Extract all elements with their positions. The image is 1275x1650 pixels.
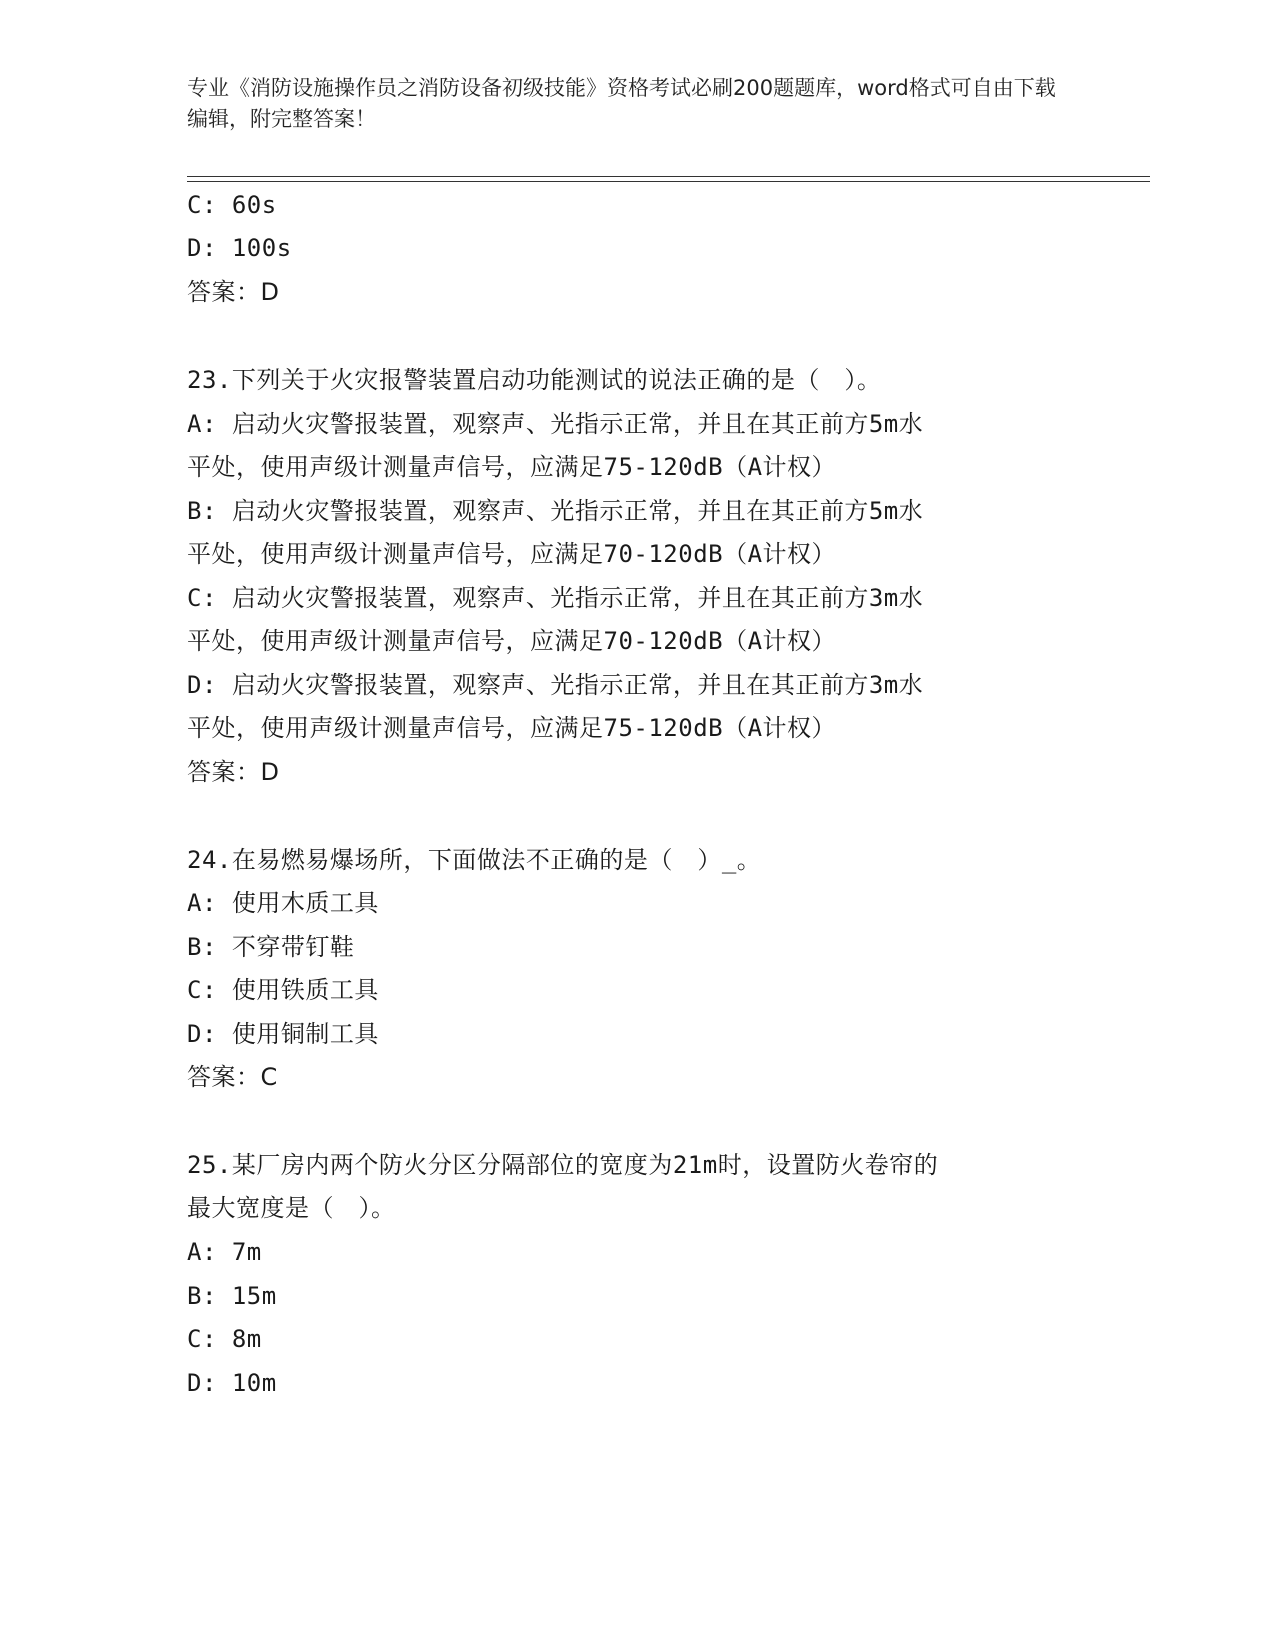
q25-option-c: C: 8m	[187, 1325, 262, 1353]
q24-stem: 24.在易燃易爆场所，下面做法不正确的是（ ）_。	[187, 846, 762, 874]
q25-stem-line1: 25.某厂房内两个防火分区分隔部位的宽度为21m时，设置防火卷帘的	[187, 1151, 939, 1179]
q25-option-d: D: 10m	[187, 1369, 277, 1397]
prev-option-d: D: 100s	[187, 234, 292, 262]
header-divider-bottom	[187, 181, 1150, 182]
q23-answer: 答案：D	[187, 758, 280, 786]
header-divider-top	[187, 176, 1150, 177]
q23-option-b-line2: 平处，使用声级计测量声信号，应满足70-120dB（A计权）	[187, 540, 837, 568]
q25-option-b: B: 15m	[187, 1282, 277, 1310]
q24-answer: 答案：C	[187, 1063, 278, 1091]
q23-option-a-line2: 平处，使用声级计测量声信号，应满足75-120dB（A计权）	[187, 453, 837, 481]
prev-answer: 答案：D	[187, 278, 280, 306]
document-header: 专业《消防设施操作员之消防设备初级技能》资格考试必刷200题题库，word格式可自由下载编辑，附完整答案！	[187, 76, 1056, 131]
q23-option-d-line2: 平处，使用声级计测量声信号，应满足75-120dB（A计权）	[187, 714, 837, 742]
q24-option-a: A: 使用木质工具	[187, 889, 379, 917]
q23-stem: 23.下列关于火灾报警装置启动功能测试的说法正确的是（ ）。	[187, 366, 882, 394]
q24-option-b: B: 不穿带钉鞋	[187, 933, 355, 961]
q23-option-c-line2: 平处，使用声级计测量声信号，应满足70-120dB（A计权）	[187, 627, 837, 655]
q25-stem-line2: 最大宽度是（ ）。	[187, 1194, 396, 1222]
q24-option-d: D: 使用铜制工具	[187, 1020, 379, 1048]
q23-option-a-line1: A: 启动火灾警报装置，观察声、光指示正常，并且在其正前方5m水	[187, 410, 924, 438]
q23-option-d-line1: D: 启动火灾警报装置，观察声、光指示正常，并且在其正前方3m水	[187, 671, 924, 699]
q25-option-a: A: 7m	[187, 1238, 262, 1266]
prev-option-c: C: 60s	[187, 191, 277, 219]
q23-option-c-line1: C: 启动火灾警报装置，观察声、光指示正常，并且在其正前方3m水	[187, 584, 924, 612]
q24-option-c: C: 使用铁质工具	[187, 976, 379, 1004]
q23-option-b-line1: B: 启动火灾警报装置，观察声、光指示正常，并且在其正前方5m水	[187, 497, 924, 525]
